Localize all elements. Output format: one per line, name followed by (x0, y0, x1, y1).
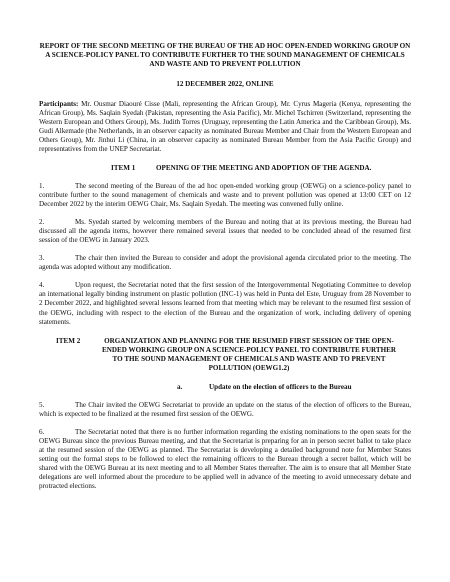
item-1-heading (39, 164, 411, 173)
paragraph-text: The Secretariat noted that there is no further information regarding the existing nominations to the open seats for the OEWG Bureau since the previous Bureau meeting, and that the Secretariat is preparing for an in person secret ballot to take place at the resumed session of the OEWG as planned. The Secretariat is developing a detailed background note for Member States setting out the formal steps to be followed to elect the remaining officers to the Bureau through a secret ballot, which will be shared with the OEWG Bureau at its next meeting and to all Member States thereafter. The aim is to ensure that all Member State delegations are well informed about the procedure to be applied well in advance of the meeting to avoid unnecessary debate and protracted elections. (39, 427, 411, 491)
paragraph-1 (39, 182, 411, 209)
participants-text: Mr. Ousmar Diaouré Cisse (Mali, representing the African Group), Mr. Cyrus Mageria (Kenya, representing the African Group), Ms. Saqlain Syedah (Pakistan, representing the Asia Pacific), Mr. Michel Tschirren (Switzerland, representing the Western European and Others Group), Ms. Judith Torres (Uruguay, representing the Latin America and the Caribbean Group), Ms. Gudi Alkemade (the Netherlands, in an observer capacity as nominated Bureau Member and Chair from the Western European and Others Group), Mr. Jinhui Li (China, in an observer capacity as nominated Bureau Member from the Asia Pacific Group) and representatives from the UNEP Secretariat. (39, 99, 411, 153)
paragraph-number: 2. (39, 218, 45, 227)
paragraph-5 (39, 401, 411, 419)
participants-paragraph (39, 100, 411, 154)
report-title: REPORT OF THE SECOND MEETING OF THE BUREAU OF THE AD HOC OPEN-ENDED WORKING GROUP ON A SCIENCE-POLICY PANEL TO CONTRIBUTE FURTHER TO THE SOUND MANAGEMENT OF CHEMICALS AND WASTE AND TO PREVENT POLLUTION (39, 42, 411, 69)
item-2-number: ITEM 2 (56, 336, 81, 345)
paragraph-text: The Chair invited the OEWG Secretariat to provide an update on the status of the election of officers to the Bureau, which is expected to be finalized at the resumed first session of the OEWG. (39, 400, 411, 418)
paragraph-text: The second meeting of the Bureau of the ad hoc open-ended working group (OEWG) on a science-policy panel to contribute further to the sound management of chemicals and waste and to prevent pollution was opened at 13:00 CET on 12 December 2022 by the interim OEWG Chair, Ms. Saqlain Syedah. The meeting was convened fully online. (39, 181, 411, 209)
paragraph-number: 6. (39, 427, 45, 436)
paragraph-6 (39, 428, 411, 491)
paragraph-text: Upon request, the Secretariat noted that the first session of the Intergovernmental Negotiating Committee to develop an international legally binding instrument on plastic pollution (INC-1) was held in Punta del Este, Uruguay from 28 November to 2 December 2022, and highlighted several lessons learned from that meeting which may be relevant to the resumed first session of the OEWG, including with respect to the election of the Bureau and the organization of work, including delivery of opening statements. (39, 281, 411, 326)
item-1-number: ITEM 1 (111, 163, 136, 172)
paragraph-text: The chair then invited the Bureau to consider and adopt the provisional agenda circulated prior to the meeting. The agenda was adopted without any modification. (39, 254, 411, 272)
item-2-heading (39, 337, 411, 373)
paragraph-number: 3. (39, 254, 45, 263)
participants-label: Participants: (39, 99, 79, 108)
paragraph-number: 4. (39, 281, 45, 290)
item-1-title: OPENING OF THE MEETING AND ADOPTION OF THE AGENDA. (156, 163, 372, 172)
paragraph-number: 1. (39, 181, 45, 190)
paragraph-4 (39, 281, 411, 326)
document-page (39, 42, 411, 491)
paragraph-text: Ms. Syedah started by welcoming members of the Bureau and noting that at its previous meeting, the Bureau had discussed all the agenda items, however there remained several issues that needed to be concluded ahead of the resumed first session of the OEWG in January 2023. (39, 218, 411, 245)
paragraph-3 (39, 254, 411, 272)
subitem-a-heading (39, 383, 411, 392)
subitem-a-title: Update on the election of officers to the Bureau (209, 382, 352, 391)
subitem-a-letter: a. (177, 382, 183, 391)
meeting-date: 12 DECEMBER 2022, ONLINE (176, 79, 274, 88)
paragraph-2 (39, 218, 411, 245)
item-2-title: ORGANIZATION AND PLANNING FOR THE RESUMED FIRST SESSION OF THE OPEN-ENDED WORKING GROUP ON A SCIENCE-POLICY PANEL TO CONTRIBUTE FURTHER TO THE SOUND MANAGEMENT OF CHEMICALS AND WASTE AND TO PREVENT POLLUTION (OEWG1.2) (102, 336, 396, 372)
paragraph-number: 5. (39, 400, 45, 409)
